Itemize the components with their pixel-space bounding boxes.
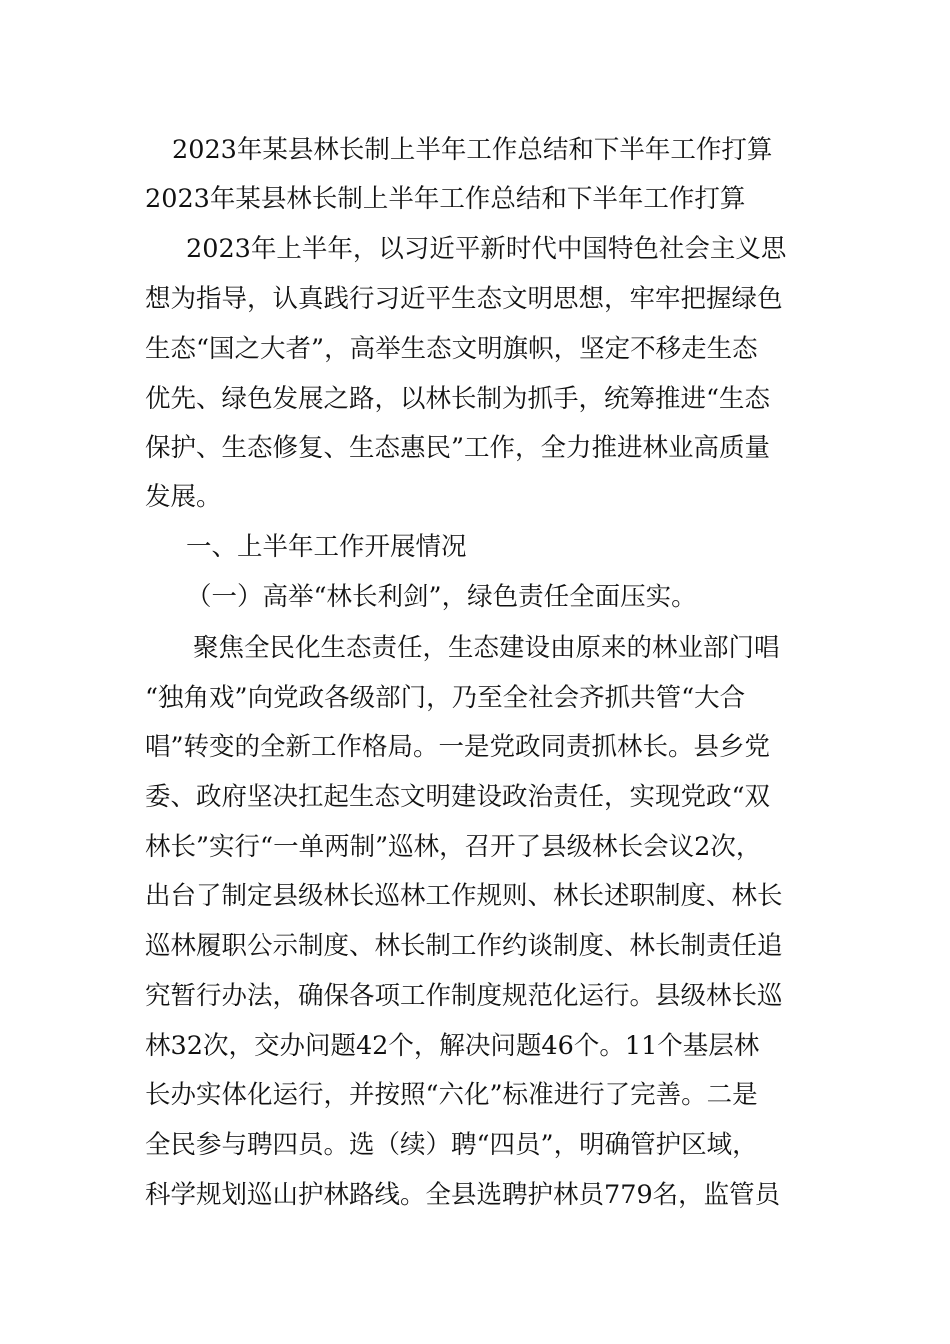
body-line-9: 林32次，交办问题42个，解决问题46个。11个基层林	[145, 1031, 760, 1061]
intro-line-5: 保护、生态修复、生态惠民”工作，全力推进林业高质量	[145, 433, 771, 463]
body-line-5: 林长”实行“一单两制”巡林，召开了县级林长会议2次，	[145, 832, 762, 862]
body-line-4: 委、政府坚决扛起生态文明建设政治责任，实现党政“双	[145, 782, 771, 812]
intro-line-2: 想为指导，认真践行习近平生态文明思想，牢牢把握绿色	[145, 284, 783, 314]
intro-line-4: 优先、绿色发展之路，以林长制为抓手，统筹推进“生态	[145, 384, 771, 414]
intro-line-6: 发展。	[145, 482, 222, 512]
intro-line-3: 生态“国之大者”，高举生态文明旗帜，坚定不移走生态	[145, 334, 758, 364]
intro-line-1: 2023年上半年，以习近平新时代中国特色社会主义思	[186, 234, 787, 264]
body-line-7: 巡林履职公示制度、林长制工作约谈制度、林长制责任追	[145, 931, 783, 961]
body-line-6: 出台了制定县级林长巡林工作规则、林长述职制度、林长	[145, 881, 783, 911]
section-heading: 一、上半年工作开展情况	[186, 532, 467, 562]
body-line-3: 唱”转变的全新工作格局。一是党政同责抓林长。县乡党	[145, 732, 771, 762]
body-line-8: 究暂行办法，确保各项工作制度规范化运行。县级林长巡	[145, 981, 783, 1011]
body-line-12: 科学规划巡山护林路线。全县选聘护林员779名，监管员	[145, 1180, 781, 1210]
subsection-heading: （一）高举“林长利剑”，绿色责任全面压实。	[186, 582, 697, 612]
body-line-2: “独角戏”向党政各级部门，乃至全社会齐抓共管“大合	[145, 683, 746, 713]
body-line-11: 全民参与聘四员。选（续）聘“四员”，明确管护区域，	[145, 1130, 758, 1160]
body-line-1: 聚焦全民化生态责任，生态建设由原来的林业部门唱	[193, 633, 780, 663]
document-title-repeat: 2023年某县林长制上半年工作总结和下半年工作打算	[145, 184, 746, 214]
document-title: 2023年某县林长制上半年工作总结和下半年工作打算	[172, 135, 773, 165]
body-line-10: 长办实体化运行，并按照“六化”标准进行了完善。二是	[145, 1080, 758, 1110]
